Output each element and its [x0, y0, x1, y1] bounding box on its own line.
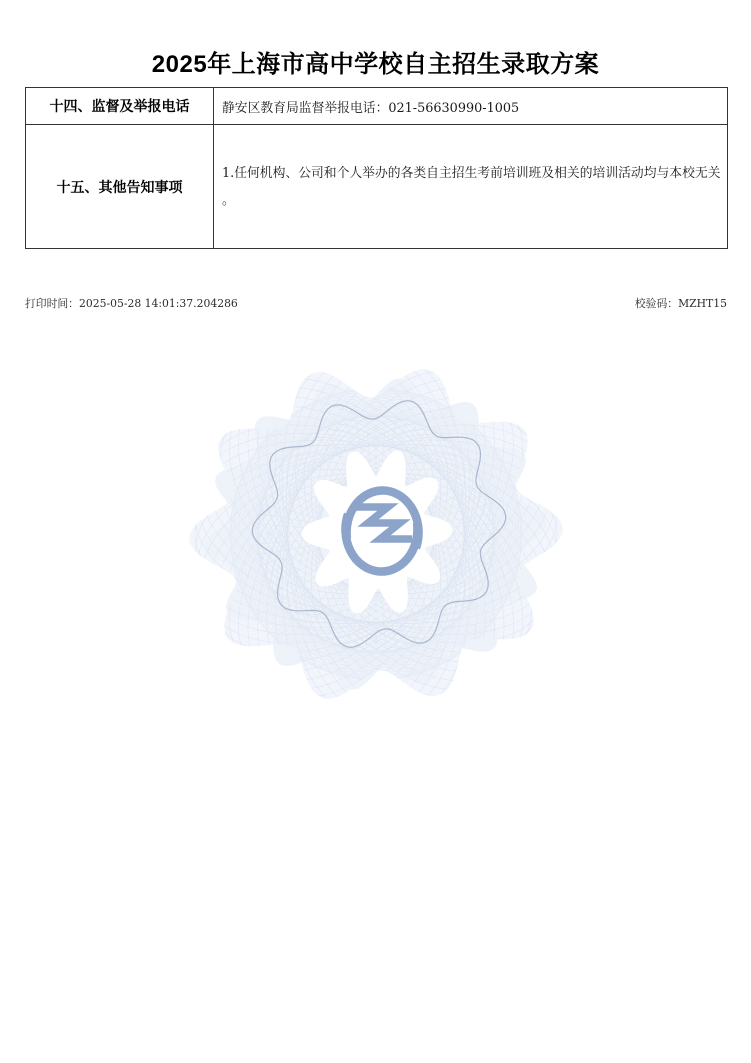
table-row	[26, 125, 728, 249]
row-label-supervision-phone: 十四、监督及举报电话	[26, 88, 214, 125]
print-time-label: 打印时间：	[25, 297, 79, 310]
print-meta-row	[25, 296, 727, 311]
row-content-supervision-phone: 静安区教育局监督举报电话：021-56630990-1005	[214, 88, 728, 125]
row-content-other-notices: 1.任何机构、公司和个人举办的各类自主招生考前培训班及相关的培训活动均与本校无关。	[214, 125, 728, 249]
print-time	[25, 296, 238, 311]
table-row	[26, 88, 728, 125]
page-title: 2025年上海市高中学校自主招生录取方案	[151, 51, 600, 78]
row-label-other-notices: 十五、其他告知事项	[26, 125, 214, 249]
checksum-value: MZHT15	[678, 297, 727, 310]
checksum-label: 校验码：	[634, 297, 679, 310]
guilloche-seal-icon	[186, 360, 568, 712]
info-table	[25, 87, 728, 249]
checksum	[635, 296, 727, 311]
print-time-value: 2025-05-28 14:01:37.204286	[78, 297, 238, 310]
